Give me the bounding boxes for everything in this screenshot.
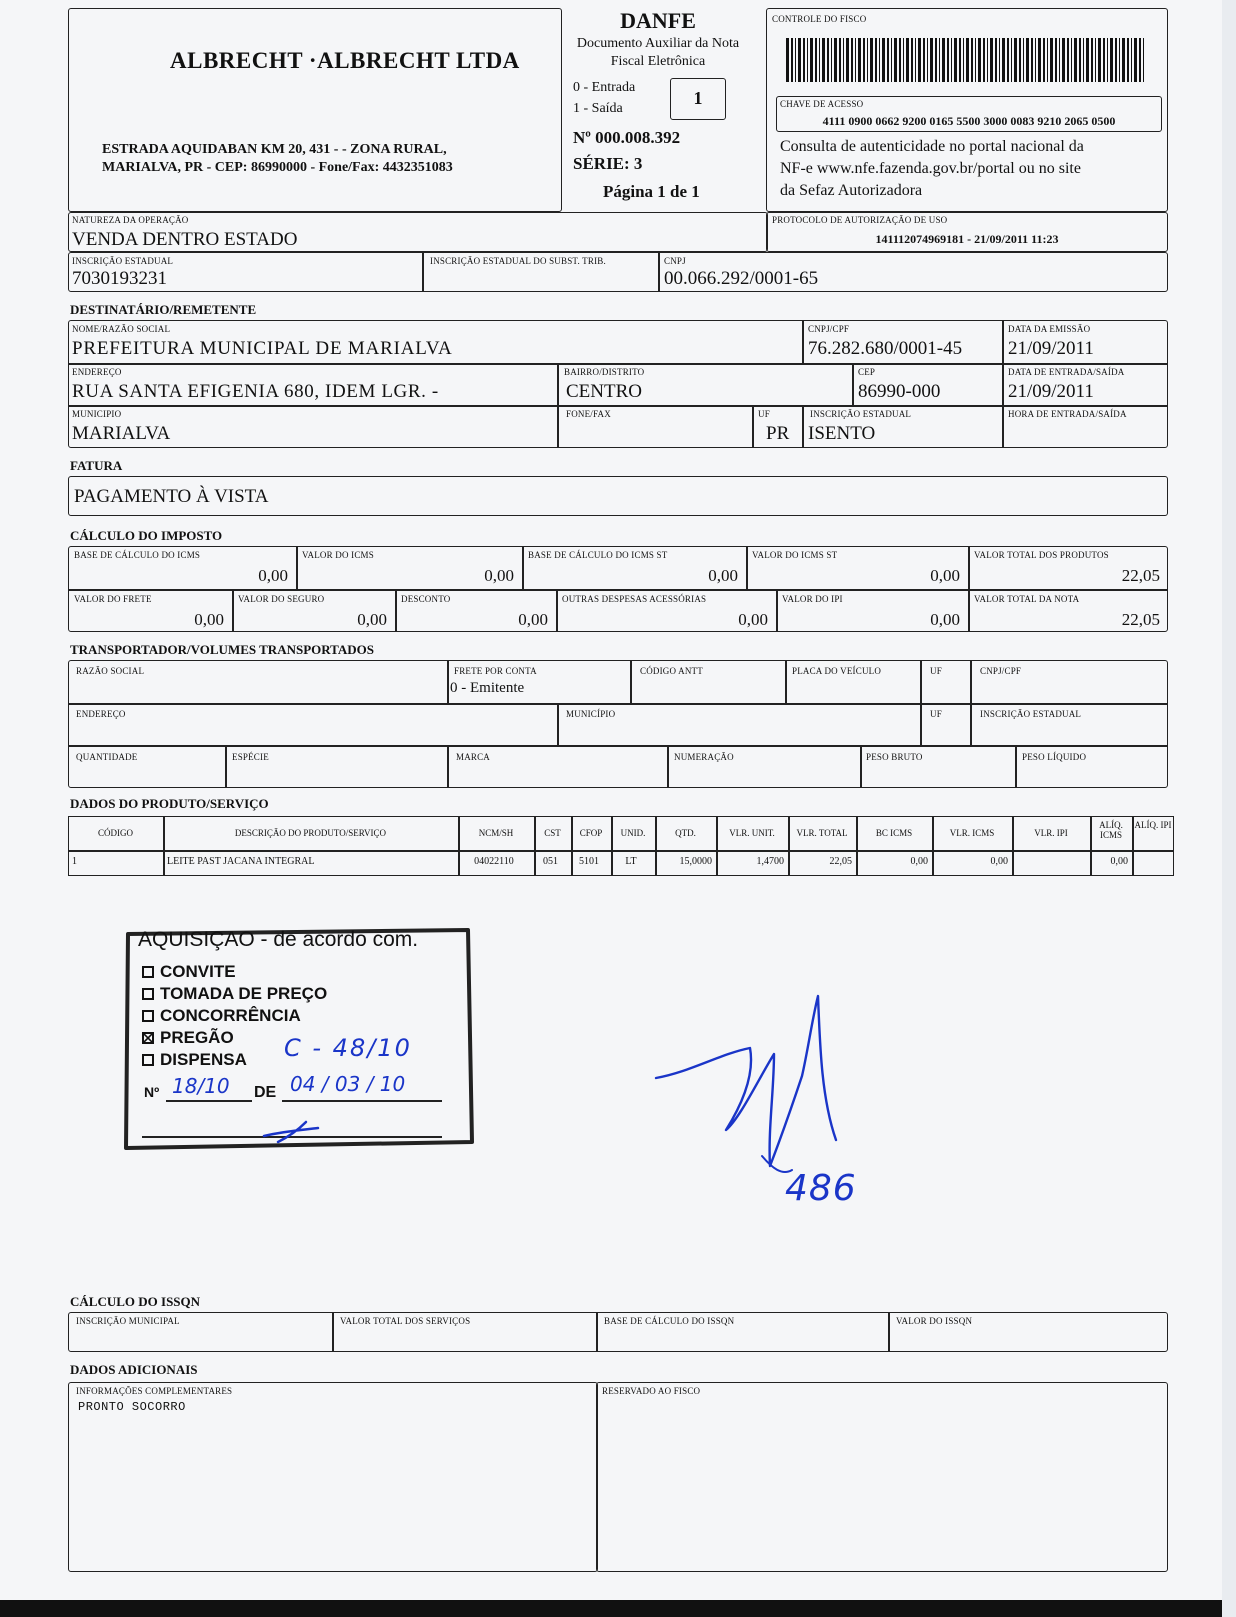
entrada-option: 0 - Entrada	[573, 80, 636, 95]
danfe-title: DANFE	[620, 8, 696, 33]
issqn-label-4: VALOR DO ISSQN	[896, 1316, 973, 1326]
barcode-bar	[978, 38, 981, 82]
stamp-handwritten-ref: C - 48/10	[284, 1034, 412, 1062]
barcode-bar	[1127, 38, 1129, 82]
barcode-bar	[906, 38, 909, 82]
produtos-header: BC ICMS	[875, 828, 913, 838]
barcode-bar	[935, 38, 937, 82]
produtos-cell: 22,05	[829, 856, 852, 867]
company-name: ALBRECHT ·ALBRECHT LTDA	[170, 48, 520, 73]
dest-municipio-value: MARIALVA	[72, 423, 171, 444]
transp-numeracao-label: NUMERAÇÃO	[674, 752, 734, 762]
barcode-bar	[894, 38, 897, 82]
dest-cep-value: 86990-000	[858, 381, 941, 402]
barcode-bar	[1086, 38, 1089, 82]
nf-number: Nº 000.008.392	[573, 128, 681, 147]
produtos-cell: 0,00	[910, 856, 928, 867]
barcode-bar	[822, 38, 825, 82]
imposto-row2-value: 22,05	[1121, 610, 1160, 629]
produtos-col-divider	[458, 816, 460, 876]
barcode-bar	[827, 38, 829, 82]
dest-entrada-label: DATA DE ENTRADA/SAÍDA	[1008, 367, 1125, 377]
imposto-row1-value: 0,00	[930, 566, 960, 585]
produtos-cell: 0,00	[990, 856, 1008, 867]
barcode-bar	[1071, 38, 1072, 82]
imposto-row1-value: 22,05	[1121, 566, 1160, 585]
produtos-col-divider	[571, 816, 573, 876]
dest-endereco-value: RUA SANTA EFIGENIA 680, IDEM LGR. -	[72, 381, 439, 402]
stamp-option-label: CONVITE	[160, 962, 236, 981]
dest-uf-value: PR	[766, 423, 790, 444]
barcode-bar	[891, 38, 892, 82]
produtos-col-divider	[163, 816, 165, 876]
barcode-bar	[1023, 38, 1024, 82]
barcode-bar	[887, 38, 889, 82]
fatura-title: FATURA	[70, 458, 123, 473]
barcode-bar	[1019, 38, 1021, 82]
barcode-bar	[1091, 38, 1093, 82]
transp-razao-label: RAZÃO SOCIAL	[76, 666, 145, 676]
barcode-bar	[1007, 38, 1009, 82]
transp-municipio-label: MUNICÍPIO	[566, 709, 616, 719]
imposto-row2-label: OUTRAS DESPESAS ACESSÓRIAS	[562, 594, 707, 604]
transp-peso-liquido-label: PESO LÍQUIDO	[1022, 752, 1087, 762]
nf-serie: SÉRIE: 3	[573, 154, 643, 173]
dest-cnpj-label: CNPJ/CPF	[808, 324, 850, 334]
barcode-bar	[843, 38, 844, 82]
barcode-bar	[1119, 38, 1120, 82]
transp-especie-label: ESPÉCIE	[232, 752, 269, 762]
imposto-row1-value: 0,00	[484, 566, 514, 585]
barcode-bar	[1095, 38, 1096, 82]
barcode	[786, 38, 1146, 82]
barcode-bar	[942, 38, 945, 82]
dest-hora-label: HORA DE ENTRADA/SAÍDA	[1008, 409, 1127, 419]
issqn-title: CÁLCULO DO ISSQN	[70, 1294, 201, 1309]
imposto-row1-label: BASE DE CÁLCULO DO ICMS	[74, 550, 201, 560]
barcode-bar	[882, 38, 885, 82]
chave-label: CHAVE DE ACESSO	[780, 99, 864, 109]
produtos-col-divider	[716, 816, 718, 876]
issqn-label-1: INSCRIÇÃO MUNICIPAL	[76, 1316, 180, 1326]
transp-marca-label: MARCA	[456, 752, 491, 762]
barcode-bar	[855, 38, 856, 82]
barcode-bar	[1083, 38, 1084, 82]
produtos-header: DESCRIÇÃO DO PRODUTO/SERVIÇO	[234, 828, 387, 838]
ie-value: 7030193231	[72, 268, 167, 289]
barcode-bar	[1139, 38, 1141, 82]
ie-st-label: INSCRIÇÃO ESTADUAL DO SUBST. TRIB.	[430, 256, 606, 266]
protocolo-label: PROTOCOLO DE AUTORIZAÇÃO DE USO	[772, 215, 948, 225]
page-number-annotation: 486	[785, 1168, 857, 1209]
stamp-checkbox-unchecked	[142, 966, 154, 978]
produtos-title: DADOS DO PRODUTO/SERVIÇO	[70, 796, 269, 811]
imposto-row2-label: VALOR DO FRETE	[74, 594, 152, 604]
barcode-bar	[1107, 38, 1108, 82]
produtos-col-divider	[1012, 816, 1014, 876]
barcode-bar	[786, 38, 789, 82]
adicionais-title: DADOS ADICIONAIS	[70, 1362, 198, 1377]
barcode-bar	[1035, 38, 1036, 82]
barcode-bar	[915, 38, 916, 82]
produtos-header: ALÍQ. IPI	[1134, 820, 1172, 830]
barcode-bar	[1079, 38, 1081, 82]
emitente-box	[68, 8, 562, 212]
barcode-bar	[918, 38, 921, 82]
barcode-bar	[1059, 38, 1060, 82]
dest-emissao-value: 21/09/2011	[1008, 338, 1094, 359]
transp-frete-label: FRETE POR CONTA	[454, 666, 537, 676]
barcode-bar	[1043, 38, 1045, 82]
imposto-row2-label: VALOR DO IPI	[782, 594, 843, 604]
barcode-bar	[1031, 38, 1033, 82]
danfe-subtitle-1: Documento Auxiliar da Nota	[576, 36, 740, 51]
produtos-header: VLR. ICMS	[949, 828, 995, 838]
dest-uf-label: UF	[758, 409, 770, 419]
imposto-row2-value: 0,00	[518, 610, 548, 629]
barcode-bar	[795, 38, 796, 82]
imposto-row2-label: DESCONTO	[401, 594, 451, 604]
barcode-bar	[951, 38, 952, 82]
barcode-bar	[899, 38, 901, 82]
barcode-bar	[1131, 38, 1132, 82]
dest-endereco-label: ENDEREÇO	[72, 367, 122, 377]
produtos-cell: LT	[625, 856, 637, 867]
produtos-cell: 5101	[579, 856, 599, 867]
dest-nome-label: NOME/RAZÃO SOCIAL	[72, 324, 171, 334]
transp-peso-bruto-label: PESO BRUTO	[866, 752, 923, 762]
consulta-line-2: NF-e www.nfe.fazenda.gov.br/portal ou no site	[780, 160, 1081, 177]
barcode-bar	[815, 38, 817, 82]
barcode-bar	[1026, 38, 1029, 82]
barcode-bar	[1122, 38, 1125, 82]
reservado-fisco-box	[596, 1382, 1168, 1572]
fatura-value: PAGAMENTO À VISTA	[74, 486, 269, 507]
produtos-cell: LEITE PAST JACANA INTEGRAL	[167, 856, 315, 867]
controle-label: CONTROLE DO FISCO	[772, 14, 867, 24]
imposto-row1-label: VALOR DO ICMS	[302, 550, 374, 560]
dest-bairro-label: BAIRRO/DISTRITO	[564, 367, 645, 377]
produtos-cell: 0,00	[1110, 856, 1128, 867]
stamp-checkbox-unchecked	[142, 1054, 154, 1066]
barcode-bar	[1074, 38, 1077, 82]
dest-municipio-label: MUNICIPIO	[72, 409, 122, 419]
produtos-header: CFOP	[579, 828, 603, 838]
produtos-header: UNID.	[620, 828, 646, 838]
produtos-header: QTD.	[675, 828, 696, 838]
produtos-col-divider	[788, 816, 790, 876]
signature	[650, 990, 910, 1220]
ie-row-box	[68, 252, 1168, 292]
barcode-bar	[975, 38, 976, 82]
transp-quantidade-label: QUANTIDADE	[76, 752, 138, 762]
barcode-bar	[1002, 38, 1005, 82]
info-complementares-value: PRONTO SOCORRO	[78, 1400, 186, 1414]
barcode-bar	[1143, 38, 1144, 82]
barcode-bar	[930, 38, 933, 82]
scan-edge-right	[1222, 0, 1236, 1617]
stamp-checkbox-unchecked	[142, 1010, 154, 1022]
barcode-bar	[846, 38, 849, 82]
barcode-bar	[1011, 38, 1012, 82]
produtos-header: CST	[544, 828, 561, 838]
barcode-bar	[1115, 38, 1117, 82]
produtos-table	[68, 816, 1174, 876]
imposto-row2-label: VALOR DO SEGURO	[238, 594, 325, 604]
imposto-row1-value: 0,00	[258, 566, 288, 585]
saida-option: 1 - Saída	[573, 101, 623, 116]
chave-value: 4111 0900 0662 9200 0165 5500 3000 0083 9210 2065 0500	[822, 114, 1116, 128]
barcode-bar	[963, 38, 964, 82]
protocolo-value: 141112074969181 - 21/09/2011 11:23	[875, 232, 1059, 246]
barcode-bar	[1038, 38, 1041, 82]
imposto-row1-label: BASE DE CÁLCULO DO ICMS ST	[528, 550, 668, 560]
barcode-bar	[1103, 38, 1105, 82]
barcode-bar	[959, 38, 961, 82]
scan-edge-bottom	[0, 1600, 1236, 1617]
barcode-bar	[954, 38, 957, 82]
imposto-title: CÁLCULO DO IMPOSTO	[70, 528, 223, 543]
tipo-value: 1	[693, 88, 703, 108]
barcode-bar	[879, 38, 880, 82]
issqn-label-2: VALOR TOTAL DOS SERVIÇOS	[340, 1316, 471, 1326]
barcode-bar	[971, 38, 973, 82]
barcode-bar	[791, 38, 793, 82]
barcode-bar	[1055, 38, 1057, 82]
ie-label: INSCRIÇÃO ESTADUAL	[72, 256, 174, 266]
produtos-header: CÓDIGO	[98, 828, 133, 838]
barcode-bar	[1110, 38, 1113, 82]
barcode-bar	[803, 38, 805, 82]
barcode-bar	[911, 38, 913, 82]
transp-frete-value: 0 - Emitente	[450, 680, 525, 696]
transportador-box	[68, 660, 1168, 788]
dest-cep-label: CEP	[858, 367, 876, 377]
produtos-header: NCM/SH	[478, 828, 514, 838]
stamp-checkbox-unchecked	[142, 988, 154, 1000]
produtos-cell: 051	[543, 856, 558, 867]
transp-placa-label: PLACA DO VEÍCULO	[792, 666, 882, 676]
barcode-bar	[990, 38, 993, 82]
transportador-title: TRANSPORTADOR/VOLUMES TRANSPORTADOS	[70, 642, 375, 657]
barcode-bar	[867, 38, 868, 82]
produtos-cell: 04022110	[474, 856, 514, 867]
issqn-label-3: BASE DE CÁLCULO DO ISSQN	[604, 1316, 735, 1326]
transp-uf-label: UF	[930, 666, 942, 676]
barcode-bar	[875, 38, 877, 82]
barcode-bar	[1062, 38, 1065, 82]
barcode-bar	[834, 38, 837, 82]
barcode-bar	[839, 38, 841, 82]
barcode-bar	[966, 38, 969, 82]
barcode-bar	[1067, 38, 1069, 82]
consulta-line-3: da Sefaz Autorizadora	[780, 182, 923, 199]
natureza-value: VENDA DENTRO ESTADO	[72, 229, 298, 250]
natureza-label: NATUREZA DA OPERAÇÃO	[72, 215, 189, 225]
imposto-row2-value: 0,00	[738, 610, 768, 629]
dest-bairro-value: CENTRO	[566, 381, 642, 402]
dest-nome-value: PREFEITURA MUNICIPAL DE MARIALVA	[72, 338, 453, 359]
barcode-bar	[1050, 38, 1053, 82]
imposto-row2-value: 0,00	[194, 610, 224, 629]
barcode-bar	[903, 38, 904, 82]
cnpj-value: 00.066.292/0001-65	[664, 268, 819, 289]
produtos-header: VLR. IPI	[1034, 828, 1068, 838]
barcode-bar	[999, 38, 1000, 82]
barcode-bar	[995, 38, 997, 82]
barcode-bar	[1098, 38, 1101, 82]
dest-fone-label: FONE/FAX	[566, 409, 611, 419]
stamp-no-value: 18/10	[172, 1074, 230, 1098]
barcode-bar	[939, 38, 940, 82]
imposto-row2-value: 0,00	[930, 610, 960, 629]
barcode-bar	[1014, 38, 1017, 82]
transp-uf2-label: UF	[930, 709, 942, 719]
barcode-bar	[927, 38, 928, 82]
stamp-no-label: Nº	[144, 1084, 160, 1100]
transp-endereco-label: ENDEREÇO	[76, 709, 126, 719]
cnpj-label: CNPJ	[664, 256, 686, 266]
stamp-option-label: PREGÃO	[160, 1028, 234, 1047]
dest-entrada-value: 21/09/2011	[1008, 381, 1094, 402]
dest-ie-label: INSCRIÇÃO ESTADUAL	[810, 409, 912, 419]
imposto-row1-value: 0,00	[708, 566, 738, 585]
produtos-col-divider	[534, 816, 536, 876]
nf-pagina: Página 1 de 1	[603, 182, 700, 201]
produtos-col-divider	[856, 816, 858, 876]
barcode-bar	[947, 38, 949, 82]
produtos-header: ALÍQ. ICMS	[1099, 820, 1123, 840]
stamp-title: AQUISIÇAO - de acordo com.	[138, 928, 419, 951]
transp-ie-label: INSCRIÇÃO ESTADUAL	[980, 709, 1082, 719]
produtos-cell: 1	[72, 856, 77, 867]
stamp-option-label: DISPENSA	[160, 1050, 247, 1069]
stamp-option-label: CONCORRÊNCIA	[160, 1006, 301, 1025]
barcode-bar	[831, 38, 832, 82]
produtos-header: VLR. TOTAL	[796, 828, 848, 838]
stamp-option-label: TOMADA DE PREÇO	[160, 984, 328, 1003]
barcode-bar	[851, 38, 853, 82]
dest-ie-value: ISENTO	[808, 423, 876, 444]
company-address-1: ESTRADA AQUIDABAN KM 20, 431 - - ZONA RURAL,	[102, 142, 447, 157]
imposto-row1-label: VALOR DO ICMS ST	[752, 550, 838, 560]
barcode-bar	[987, 38, 988, 82]
stamp-de-label: DE	[254, 1084, 277, 1101]
imposto-row2-label: VALOR TOTAL DA NOTA	[974, 594, 1080, 604]
barcode-bar	[819, 38, 820, 82]
dest-emissao-label: DATA DA EMISSÃO	[1008, 324, 1091, 334]
reservado-fisco-label: RESERVADO AO FISCO	[602, 1386, 701, 1396]
imposto-row2-value: 0,00	[357, 610, 387, 629]
barcode-bar	[858, 38, 861, 82]
imposto-row1-label: VALOR TOTAL DOS PRODUTOS	[974, 550, 1109, 560]
produtos-cell: 15,0000	[679, 856, 712, 867]
produtos-cell: 1,4700	[756, 856, 784, 867]
produtos-col-divider	[611, 816, 613, 876]
stamp-dash-mark	[256, 1118, 326, 1148]
barcode-bar	[810, 38, 813, 82]
stamp-date-value: 04 / 03 / 10	[290, 1072, 406, 1096]
produtos-col-divider	[655, 816, 657, 876]
barcode-bar	[870, 38, 873, 82]
info-complementares-label: INFORMAÇÕES COMPLEMENTARES	[76, 1386, 233, 1396]
barcode-bar	[923, 38, 925, 82]
barcode-bar	[798, 38, 801, 82]
produtos-col-divider	[932, 816, 934, 876]
stamp-checkbox-checked	[142, 1032, 154, 1044]
consulta-line-1: Consulta de autenticidade no portal nacional da	[780, 138, 1084, 155]
barcode-bar	[807, 38, 808, 82]
produtos-header: VLR. UNIT.	[729, 828, 775, 838]
barcode-bar	[983, 38, 985, 82]
dest-cnpj-value: 76.282.680/0001-45	[808, 338, 963, 359]
danfe-subtitle-2: Fiscal Eletrônica	[610, 54, 706, 69]
company-address-2: MARIALVA, PR - CEP: 86990000 - Fone/Fax: 4432351083	[102, 160, 453, 175]
destinatario-title: DESTINATÁRIO/REMETENTE	[70, 302, 257, 317]
transp-antt-label: CÓDIGO ANTT	[640, 666, 703, 676]
transp-cnpj-label: CNPJ/CPF	[980, 666, 1022, 676]
barcode-bar	[1047, 38, 1048, 82]
barcode-bar	[863, 38, 865, 82]
barcode-bar	[1134, 38, 1137, 82]
